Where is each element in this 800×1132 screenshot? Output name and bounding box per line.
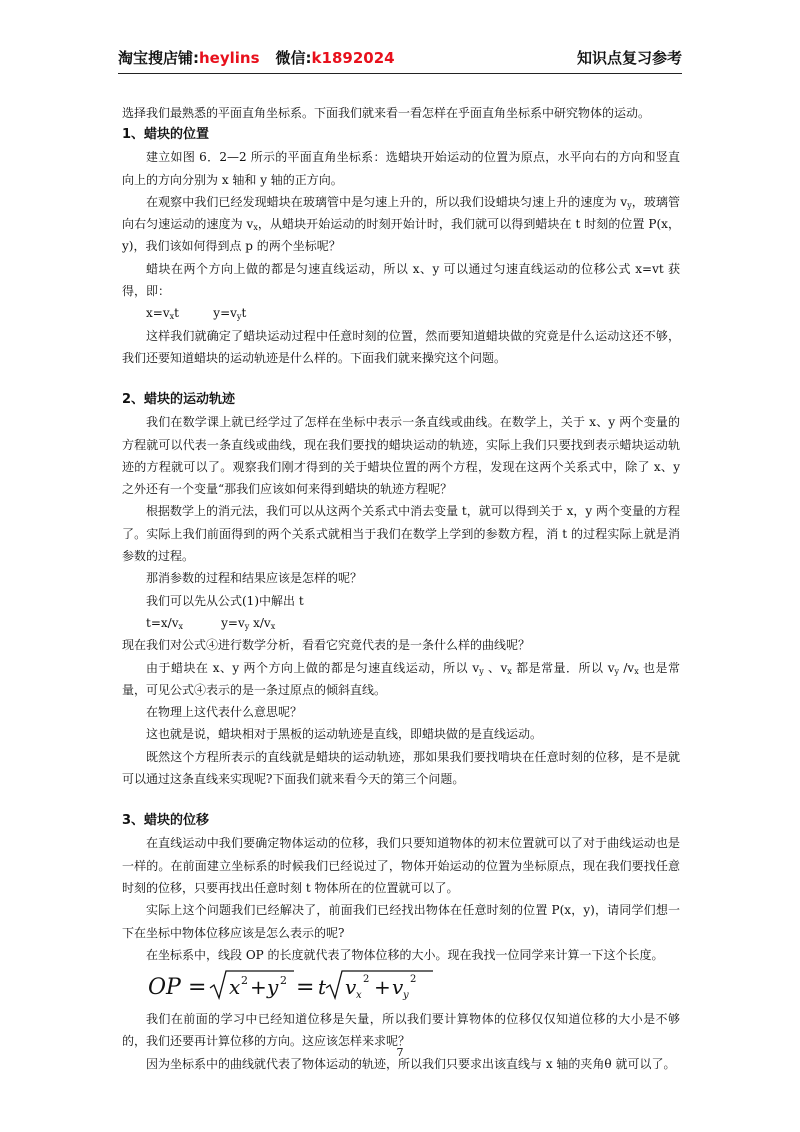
header-divider [118, 73, 682, 74]
paragraph: 根据数学上的消元法，我们可以从这两个关系式中消去变量 t，就可以得到关于 x，y 两个变量的方程了。实际上我们前面得到的两个关系式就相当于我们在数学上学到的参数方程，消 t 的过程实际上就是消参数的过程。 [122, 504, 680, 564]
formula-sq: 2 [363, 974, 370, 986]
paragraph: 我们在数学课上就已经学过了怎样在坐标中表示一条直线或曲线。在数学上，关于 x、y 两个变量的方程就可以代表一条直线或曲线，现在我们要找的蜡块运动的轨迹，实际上我们只要找到表示蜡块运动轨迹的方程就可以了。观察我们刚才得到的关于蜡块位置的两个方程，发现在这两个关系式中，除了 x、y 之外还有一个变量“那我们应该如何来得到蜡块的轨迹方程呢？ [122, 415, 680, 497]
formula-sub-y: y [403, 990, 409, 1002]
section-heading-2: 2、蜡块的运动轨迹 [122, 392, 236, 408]
paragraph: 这也就是说，蜡块相对于黑板的运动轨迹是直线，即蜡块做的是直线运动。 [146, 727, 543, 742]
formula-plus: + [250, 975, 267, 1000]
paragraph: 实际上这个问题我们已经解决了，前面我们已经找出物体在任意时刻的位置 P(x，y)，请同学们想一下在坐标中物体位移应该是怎么表示的呢? [122, 903, 680, 940]
equation-line: $x=v_xt$ $y=v_yt$ [146, 306, 247, 322]
formula-v: v [392, 975, 404, 1000]
section-heading-3: 3、蜡块的位移 [122, 813, 210, 829]
paragraph: 我们在前面的学习中已经知道位移是矢量，所以我们要计算物体的位移仅仅知道位移的大小是不够的，我们还要再计算位移的方向。这应该怎样来求呢？ [122, 1012, 680, 1049]
paragraph: 因为坐标系中的曲线就代表了物体运动的轨迹，所以我们只要求出该直线与 x 轴的夹角θ 就可以了。 [146, 1056, 676, 1071]
formula-sub-x: x [356, 990, 362, 1002]
paragraph: 这样我们就确定了蜡块运动过程中任意时刻的位置，然而要知道蜡块做的究竟是什么运动这还不够，我们还要知道蜡块的运动轨迹是什么样的。下面我们就来操究这个问题。 [122, 328, 680, 365]
paragraph: 建立如图 6．2—2 所示的平面直角坐标系：选蜡块开始运动的位置为原点，水平向右的方向和竖直向上的方向分别为 x 轴和 y 轴的正方向。 [122, 150, 680, 187]
formula-sq: 2 [410, 974, 417, 986]
shop-label: 淘宝搜店铺: [118, 49, 199, 67]
paragraph: 在物理上这代表什么意思呢？ [146, 705, 303, 720]
paragraph: 现在我们对公式④进行数学分析，看看它究竟代表的是一条什么样的曲线呢？ [122, 638, 531, 653]
section-heading-1: 1、蜡块的位置 [122, 127, 210, 143]
wechat-label: 微信: [275, 49, 312, 67]
formula-sq: 2 [280, 974, 287, 988]
paragraph: 在坐标系中，线段 OP 的长度就代表了物体位移的大小。现在我找一位同学来计算一下这个长度。 [146, 947, 664, 962]
displacement-formula-svg [148, 967, 448, 1005]
formula-t: t [318, 975, 327, 1000]
formula-plus: + [374, 975, 391, 1000]
paragraph: 在直线运动中我们要确定物体运动的位移，我们只要知道物体的初末位置就可以了对于曲线运动也是一样的。在前面建立坐标系的时候我们已经说过了，物体开始运动的位置为坐标原点，现在我们要找任意时刻的位移，只要再找出任意时刻 t 物体所在的位置就可以了。 [122, 836, 680, 895]
displacement-formula [122, 967, 680, 1005]
shop-info [118, 44, 395, 72]
header-title: 知识点复习参考 [576, 49, 682, 67]
formula-v: v [345, 975, 357, 1000]
intro-paragraph: 选择我们最熟悉的平面直角坐标系。下面我们就来看一看怎样在乎面直角坐标系中研究物体的运动。 [122, 106, 651, 120]
paragraph: 既然这个方程所表示的直线就是蜡块的运动轨迹，那如果我们要找啃块在任意时刻的位移，是不是就可以通过这条直线来实现呢?下面我们就来看今天的第三个问题。 [122, 749, 680, 787]
formula-lhs: OP [148, 975, 181, 1001]
document-body [122, 102, 680, 1075]
paragraph: 在观察中我们已经发现蜡块在玻璃管中是匀速上升的，所以我们设蜡块匀速上升的速度为 $v_y$，玻璃管向右匀速运动的速度为 $v_x$，从蜡块开始运动的时刻开始计时，我们就可以得到蜡块在 t 时刻的位置 P(x，y)，我们该如何得到点 p 的两个坐标呢？ [122, 194, 680, 254]
page-header [118, 44, 682, 72]
page-number: 7 [396, 1046, 404, 1059]
paragraph: 由于蜡块在 x、y 两个方向上做的都是匀速直线运动，所以 $v_y$ 、$v_x$ 都是常量．所以 $v_y$ $/v_x$ 也是常量，可见公式④表示的是一条过原点的倾斜直线。 [122, 660, 680, 697]
formula-equals: = [296, 975, 315, 1001]
shop-name: heylins [199, 49, 260, 67]
formula-x: x [229, 975, 241, 1000]
formula-sq: 2 [241, 974, 248, 988]
formula-equals: = [188, 975, 207, 1001]
paragraph: 我们可以先从公式(1)中解出 t [146, 593, 304, 608]
wechat-id: k1892024 [311, 49, 395, 67]
paragraph: 蜡块在两个方向上做的都是匀速直线运动，所以 x、y 可以通过匀速直线运动的位移公式 x=vt 获得，即： [122, 261, 680, 299]
formula-y: y [267, 975, 279, 1000]
equation-line: $t=x/v_x$ $y=v_y$ $x/v_x$ [146, 615, 276, 631]
paragraph: 那消参数的过程和结果应该是怎样的呢？ [146, 571, 363, 586]
